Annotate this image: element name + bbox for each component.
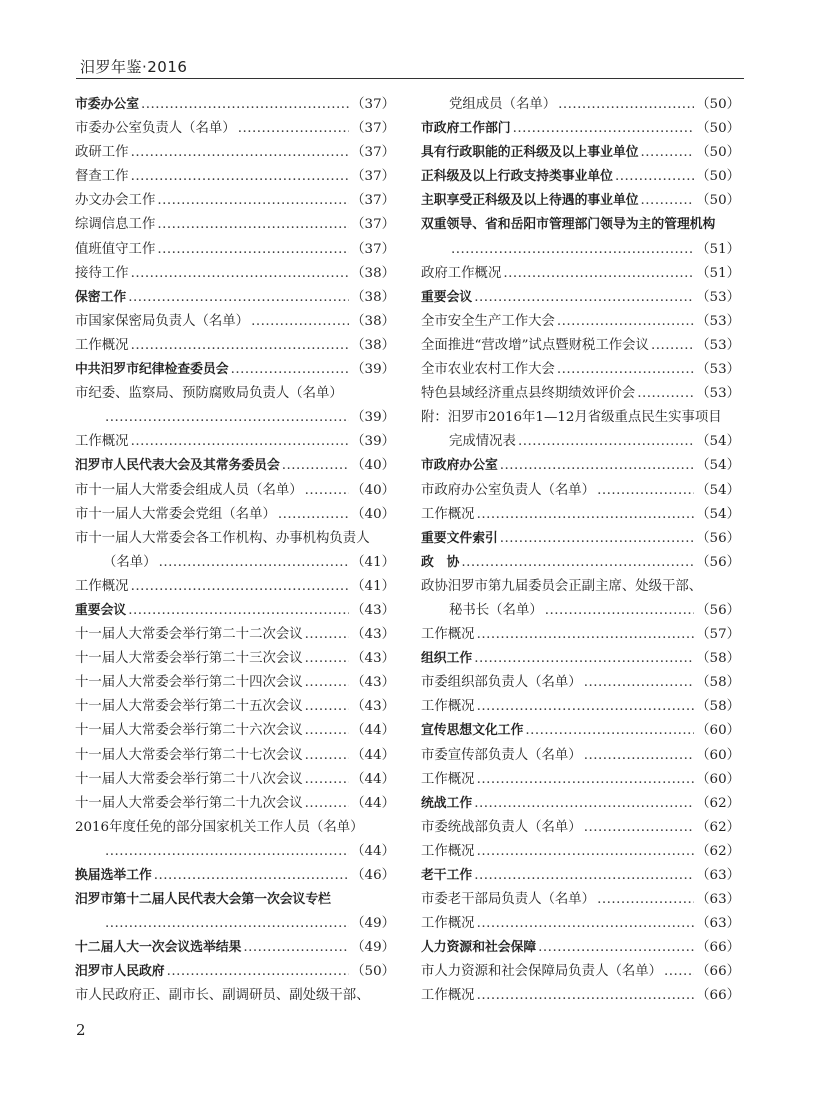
toc-entry-page: （66） [696, 940, 740, 956]
toc-entry [421, 358, 740, 382]
toc-entry-title: 政 协 [421, 554, 460, 570]
toc-entry-page: （54） [696, 434, 740, 450]
toc-entry-page: （53） [696, 313, 740, 329]
dot-leader [557, 314, 694, 329]
toc-entry-title: 市委办公室负责人（名单） [75, 121, 236, 137]
toc-entry-title: 重要文件索引 [421, 530, 498, 546]
toc-entry-page: （43） [351, 699, 395, 715]
dot-leader [157, 193, 349, 208]
toc-entry-title: 完成情况表 [449, 434, 516, 450]
toc-entry [421, 695, 740, 719]
toc-entry [421, 647, 740, 671]
toc-entry [75, 719, 395, 743]
dot-leader [518, 434, 694, 449]
toc-entry-title: 十一届人大常委会举行第二十四次会议 [75, 675, 303, 691]
toc-entry-page: （40） [351, 458, 395, 474]
toc-entry-page: （50） [351, 964, 395, 980]
toc-entry-title: 双重领导、省和岳阳市管理部门领导为主的管理机构 [421, 217, 716, 233]
dot-leader [305, 483, 350, 498]
toc-entry-page: （56） [696, 602, 740, 618]
dot-leader [305, 748, 350, 763]
toc-entry-page: （43） [351, 651, 395, 667]
toc-entry [421, 719, 740, 743]
toc-entry-title: 主职享受正科级及以上待遇的事业单位 [421, 193, 639, 209]
dot-leader [477, 699, 695, 714]
toc-entry-page: （58） [696, 699, 740, 715]
toc-entry-title: 重要会议 [421, 289, 473, 305]
toc-entry-title: 工作概况 [421, 988, 475, 1004]
dot-leader [305, 627, 350, 642]
toc-entry-page: （37） [351, 169, 395, 185]
toc-entry-title: 十一届人大常委会举行第二十六次会议 [75, 723, 303, 739]
toc-entry-title: 附：汨罗市2016年1—12月省级重点民生实事项目 [421, 410, 722, 426]
toc-entry-page: （54） [696, 482, 740, 498]
toc-entry-page: （62） [696, 819, 740, 835]
toc-entry-title: 市委统战部负责人（名单） [421, 819, 582, 835]
toc-entry [421, 864, 740, 888]
dot-leader [477, 507, 695, 522]
toc-entry-page: （39） [351, 362, 395, 378]
toc-entry [75, 527, 395, 551]
toc-entry [421, 575, 740, 599]
dot-leader [597, 483, 694, 498]
toc-entry-title: 市委组织部负责人（名单） [421, 675, 582, 691]
toc-entry-title: 十二届人大一次会议选举结果 [75, 940, 242, 956]
toc-entry-title: 全面推进“营改增”试点暨财税工作会议 [421, 337, 649, 353]
dot-leader [474, 796, 694, 811]
toc-entry-title: 市人民政府正、副市长、副调研员、副处级干部、 [75, 988, 370, 1004]
toc-entry-page: （51） [696, 265, 740, 281]
toc-entry [421, 213, 740, 237]
dot-leader [278, 507, 349, 522]
toc-entry [75, 816, 395, 840]
toc-entry [75, 430, 395, 454]
toc-entry [75, 334, 395, 358]
toc-entry [421, 960, 740, 984]
dot-leader [664, 964, 694, 979]
toc-entry [75, 479, 395, 503]
dot-leader [231, 362, 350, 377]
toc-entry-title: 汨罗市人民代表大会及其常务委员会 [75, 458, 280, 474]
toc-entry-page: （38） [351, 265, 395, 281]
toc-entry [75, 286, 395, 310]
toc-entry-title: 工作概况 [75, 434, 129, 450]
toc-entry [421, 238, 740, 262]
toc-entry-page: （58） [696, 651, 740, 667]
toc-entry [75, 647, 395, 671]
toc-entry [421, 406, 740, 430]
toc-entry-title: 工作概况 [421, 843, 475, 859]
dot-leader [282, 458, 349, 473]
toc-entry-page: （63） [696, 892, 740, 908]
toc-entry [75, 262, 395, 286]
toc-entry-title: 十一届人大常委会举行第二十九次会议 [75, 795, 303, 811]
toc-entry [75, 406, 395, 430]
dot-leader [477, 627, 695, 642]
toc-entry-page: （56） [696, 530, 740, 546]
toc-left-column [75, 93, 395, 1009]
toc-entry-title: 市国家保密局负责人（名单） [75, 313, 250, 329]
dot-leader [141, 97, 349, 112]
toc-entry-page: （44） [351, 795, 395, 811]
toc-right-column [421, 93, 740, 1009]
toc-entry [421, 551, 740, 575]
toc-entry [421, 117, 740, 141]
toc-entry-title: 综调信息工作 [75, 217, 156, 233]
toc-entry [75, 165, 395, 189]
toc-entry-page: （62） [696, 843, 740, 859]
toc-entry-title: 十一届人大常委会举行第二十五次会议 [75, 699, 303, 715]
toc-entry [75, 454, 395, 478]
toc-entry-title: 市委老干部局负责人（名单） [421, 892, 596, 908]
toc-entry-page: （39） [351, 410, 395, 426]
toc-entry-page: （50） [696, 193, 740, 209]
dot-leader [305, 772, 350, 787]
dot-leader [474, 290, 694, 305]
toc-entry-page: （66） [696, 988, 740, 1004]
toc-entry-page: （41） [351, 578, 395, 594]
toc-entry-title: 接待工作 [75, 265, 129, 281]
dot-leader [305, 675, 350, 690]
toc-entry-page: （40） [351, 482, 395, 498]
toc-entry-title: 政研工作 [75, 145, 129, 161]
toc-entry-title: （名单） [103, 554, 157, 570]
dot-leader [615, 169, 694, 184]
dot-leader [558, 97, 694, 112]
dot-leader [477, 916, 695, 931]
toc-entry [421, 310, 740, 334]
toc-entry-title: 十一届人大常委会举行第二十七次会议 [75, 747, 303, 763]
toc-entry-title: 工作概况 [421, 916, 475, 932]
toc-entry-title: 市委办公室 [75, 97, 139, 112]
dot-leader [154, 868, 349, 883]
toc-entry [421, 936, 740, 960]
toc-entry [421, 623, 740, 647]
toc-entry-title: 工作概况 [421, 771, 475, 787]
dot-leader [159, 555, 350, 570]
toc-entry-page: （37） [351, 97, 395, 112]
toc-entry-page: （41） [351, 554, 395, 570]
toc-entry-page: （37） [351, 241, 395, 257]
toc-entry-title: 十一届人大常委会举行第二十二次会议 [75, 627, 303, 643]
toc-entry-title: 政协汨罗市第九届委员会正副主席、处级干部、 [421, 578, 703, 594]
toc-entry [75, 382, 395, 406]
toc-entry-title: 十一届人大常委会举行第二十三次会议 [75, 651, 303, 667]
toc-entry [421, 888, 740, 912]
toc-entry-page: （37） [351, 121, 395, 137]
dot-leader [128, 603, 349, 618]
toc-entry-title: 宣传思想文化工作 [421, 723, 524, 739]
toc-entry-title: 市政府办公室 [421, 458, 498, 474]
toc-entry-title: 市政府办公室负责人（名单） [421, 482, 596, 498]
toc-entry [75, 310, 395, 334]
toc-entry [75, 864, 395, 888]
dot-leader [105, 916, 349, 931]
dot-leader [474, 868, 694, 883]
toc-entry [421, 744, 740, 768]
toc-entry-title: 工作概况 [421, 506, 475, 522]
toc-entry-title: 办文办会工作 [75, 193, 156, 209]
toc-entry-title: 全市安全生产工作大会 [421, 313, 555, 329]
toc-entry [421, 93, 740, 117]
toc-entry [421, 165, 740, 189]
toc-entry-title: 正科级及以上行政支持类事业单位 [421, 169, 613, 185]
toc-entry-title: 组织工作 [421, 651, 473, 667]
dot-leader [477, 772, 695, 787]
toc-entry [75, 93, 395, 117]
toc-entry [421, 984, 740, 1008]
toc-entry-page: （63） [696, 916, 740, 932]
toc-entry-page: （49） [351, 940, 395, 956]
toc-entry [421, 599, 740, 623]
dot-leader [584, 748, 694, 763]
dot-leader [651, 338, 694, 353]
toc-entry-page: （44） [351, 723, 395, 739]
toc-entry [75, 599, 395, 623]
dot-leader [525, 723, 694, 738]
toc-entry-title: 重要会议 [75, 602, 127, 618]
toc-entry [421, 479, 740, 503]
toc-entry-title: 工作概况 [421, 627, 475, 643]
toc-entry-page: （44） [351, 771, 395, 787]
toc-entry-title: 全市农业农村工作大会 [421, 362, 555, 378]
toc-entry-title: 统战工作 [421, 795, 473, 811]
toc-entry-page: （38） [351, 289, 395, 305]
toc-entry-title: 中共汨罗市纪律检查委员会 [75, 362, 229, 378]
page-number: 2 [76, 1021, 86, 1039]
toc-entry-title: 工作概况 [75, 578, 129, 594]
toc-entry [75, 792, 395, 816]
toc-entry-title: 市十一届人大常委会组成人员（名单） [75, 482, 303, 498]
dot-leader [305, 723, 350, 738]
dot-leader [584, 820, 694, 835]
toc-entry [75, 744, 395, 768]
dot-leader [305, 699, 350, 714]
toc-entry-title: 值班值守工作 [75, 241, 156, 257]
toc-entry-page: （50） [696, 121, 740, 137]
toc-entry-page: （44） [351, 747, 395, 763]
dot-leader [641, 193, 695, 208]
toc-entry-title: 市委宣传部负责人（名单） [421, 747, 582, 763]
toc-entry [421, 262, 740, 286]
dot-leader [477, 988, 695, 1003]
toc-entry-page: （44） [351, 843, 395, 859]
toc-entry [421, 189, 740, 213]
toc-entry [75, 936, 395, 960]
dot-leader [157, 242, 349, 257]
toc-entry-page: （53） [696, 386, 740, 402]
toc-entry-title: 市十一届人大常委会党组（名单） [75, 506, 276, 522]
toc-entry [75, 671, 395, 695]
dot-leader [105, 844, 349, 859]
toc-entry [75, 213, 395, 237]
dot-leader [597, 892, 694, 907]
toc-entry [421, 286, 740, 310]
toc-entry-page: （66） [696, 964, 740, 980]
toc-entry [75, 141, 395, 165]
toc-entry-page: （56） [696, 554, 740, 570]
toc-entry [75, 358, 395, 382]
dot-leader [105, 410, 349, 425]
toc-entry [75, 695, 395, 719]
toc-entry-title: 具有行政职能的正科级及以上事业单位 [421, 145, 639, 161]
toc-entry-title: 市纪委、监察局、预防腐败局负责人（名单） [75, 386, 343, 402]
dot-leader [131, 579, 350, 594]
toc-entry-title: 保密工作 [75, 289, 127, 305]
toc-entry [421, 382, 740, 406]
toc-entry-title: 秘书长（名单） [449, 602, 543, 618]
toc-entry-page: （53） [696, 337, 740, 353]
toc-entry-page: （54） [696, 506, 740, 522]
toc-entry-title: 督查工作 [75, 169, 129, 185]
toc-entry-title: 汨罗市第十二届人民代表大会第一次会议专栏 [75, 892, 331, 908]
toc-entry-page: （62） [696, 795, 740, 811]
dot-leader [477, 844, 695, 859]
toc-entry-page: （37） [351, 193, 395, 209]
toc-entry [75, 575, 395, 599]
toc-entry-page: （40） [351, 506, 395, 522]
dot-leader [238, 121, 349, 136]
toc-entry-page: （51） [696, 241, 740, 257]
toc-entry [75, 117, 395, 141]
toc-entry-page: （37） [351, 217, 395, 233]
toc-entry-title: 市十一届人大常委会各工作机构、办事机构负责人 [75, 530, 370, 546]
toc-entry [421, 334, 740, 358]
yearbook-title: 汨罗年鉴·2016 [80, 58, 188, 76]
toc-entry-page: （60） [696, 747, 740, 763]
dot-leader [538, 940, 694, 955]
dot-leader [131, 434, 350, 449]
dot-leader [131, 145, 350, 160]
toc-entry [421, 430, 740, 454]
running-header [76, 56, 744, 79]
toc-entry [75, 189, 395, 213]
dot-leader [641, 145, 695, 160]
dot-leader [131, 169, 350, 184]
toc-entry-title: 特色县域经济重点县终期绩效评价会 [421, 386, 636, 402]
toc-entry-page: （63） [696, 868, 740, 883]
dot-leader [167, 964, 350, 979]
dot-leader [243, 940, 349, 955]
toc-entry-page: （50） [696, 145, 740, 161]
toc-entry [75, 238, 395, 262]
dot-leader [557, 362, 694, 377]
toc-entry-page: （43） [351, 627, 395, 643]
toc-entry-title: 换届选举工作 [75, 868, 152, 883]
toc-entry [421, 816, 740, 840]
toc-entry-page: （38） [351, 313, 395, 329]
toc-entry-page: （60） [696, 771, 740, 787]
toc-entry-page: （43） [351, 602, 395, 618]
toc-entry-title: 市政府工作部门 [421, 121, 511, 137]
dot-leader [128, 290, 349, 305]
toc-entry-page: （54） [696, 458, 740, 474]
dot-leader [474, 651, 694, 666]
toc-entry-title: 汨罗市人民政府 [75, 964, 165, 980]
dot-leader [461, 555, 694, 570]
toc-entry-page: （53） [696, 362, 740, 378]
dot-leader [251, 314, 349, 329]
dot-leader [637, 386, 694, 401]
toc-entry-page: （57） [696, 627, 740, 643]
dot-leader [305, 651, 350, 666]
dot-leader [131, 266, 350, 281]
dot-leader [513, 121, 695, 136]
toc-entry [75, 503, 395, 527]
toc-entry-page: （37） [351, 145, 395, 161]
toc-entry-page: （46） [351, 868, 395, 883]
dot-leader [584, 675, 694, 690]
toc-entry [421, 527, 740, 551]
toc-entry [421, 792, 740, 816]
toc-entry-page: （39） [351, 434, 395, 450]
toc-entry [75, 768, 395, 792]
toc-entry-title: 政府工作概况 [421, 265, 502, 281]
toc-entry [421, 912, 740, 936]
dot-leader [500, 531, 694, 546]
dot-leader [305, 796, 350, 811]
toc-entry [75, 912, 395, 936]
toc-entry-title: 市人力资源和社会保障局负责人（名单） [421, 964, 663, 980]
dot-leader [503, 266, 694, 281]
toc-entry-page: （38） [351, 337, 395, 353]
toc-entry [75, 960, 395, 984]
toc-entry-page: （49） [351, 916, 395, 932]
toc-entry-page: （50） [696, 97, 740, 112]
toc-entry-page: （53） [696, 289, 740, 305]
toc-entry-page: （58） [696, 675, 740, 691]
toc-entry-title: 2016年度任免的部分国家机关工作人员（名单） [75, 819, 364, 835]
toc-entry-page: （60） [696, 723, 740, 739]
toc-entry-title: 工作概况 [75, 337, 129, 353]
dot-leader [500, 458, 694, 473]
toc-entry-page: （43） [351, 675, 395, 691]
toc-entry-title: 党组成员（名单） [449, 97, 557, 112]
dot-leader [545, 603, 694, 618]
toc-entry [75, 984, 395, 1008]
toc-entry-title: 人力资源和社会保障 [421, 940, 537, 956]
dot-leader [131, 338, 350, 353]
toc-entry-title: 老干工作 [421, 868, 473, 883]
toc-entry [75, 551, 395, 575]
toc-entry [75, 840, 395, 864]
toc-entry [421, 671, 740, 695]
toc-entry-title: 十一届人大常委会举行第二十八次会议 [75, 771, 303, 787]
toc-entry-page: （50） [696, 169, 740, 185]
toc-entry [421, 141, 740, 165]
toc-entry-title: 工作概况 [421, 699, 475, 715]
toc-entry [421, 840, 740, 864]
toc-entry [75, 623, 395, 647]
toc-entry [75, 888, 395, 912]
toc-entry [421, 768, 740, 792]
dot-leader [157, 217, 349, 232]
toc-entry [421, 503, 740, 527]
toc-entry [421, 454, 740, 478]
dot-leader [451, 242, 694, 257]
